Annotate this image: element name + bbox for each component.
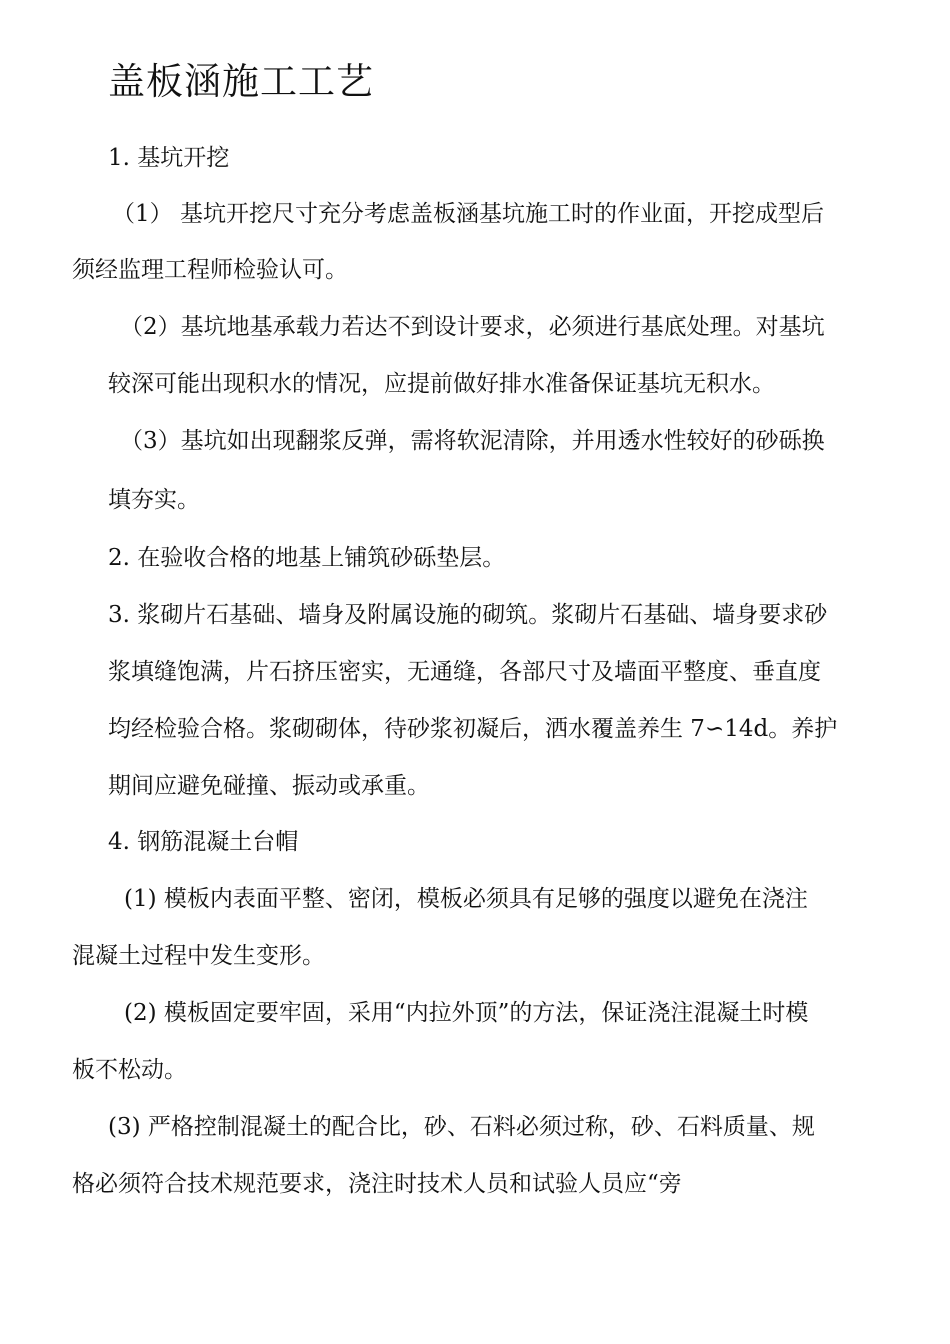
paragraph-line: 填夯实。 [108,487,200,513]
paragraph-line: 较深可能出现积水的情况，应提前做好排水准备保证基坑无积水。 [108,371,775,397]
paragraph-line: 浆填缝饱满，片石挤压密实，无通缝，各部尺寸及墙面平整度、垂直度 [108,659,821,685]
paragraph-line: 均经检验合格。浆砌砌体，待砂浆初凝后，洒水覆盖养生 7∽14d。养护 [108,716,838,742]
paragraph-line: 板不松动。 [72,1057,187,1083]
paragraph-line: (1) 模板内表面平整、密闭，模板必须具有足够的强度以避免在浇注 [124,886,808,912]
section-heading-4: 4. 钢筋混凝土台帽 [108,829,299,855]
paragraph-line: （1） 基坑开挖尺寸充分考虑盖板涵基坑施工时的作业面，开挖成型后 [112,201,824,227]
paragraph-line: 须经监理工程师检验认可。 [72,257,348,283]
paragraph-line: 混凝土过程中发生变形。 [72,943,325,969]
paragraph-line: (2) 模板固定要牢固，采用“内拉外顶”的方法，保证浇注混凝土时模 [124,1000,809,1026]
section-heading-2: 2. 在验收合格的地基上铺筑砂砾垫层。 [108,545,506,571]
section-heading-1: 1. 基坑开挖 [108,145,230,171]
paragraph-line: 期间应避免碰撞、振动或承重。 [108,773,430,799]
paragraph-line: （3）基坑如出现翻浆反弹，需将软泥清除，并用透水性较好的砂砾换 [120,428,825,454]
paragraph-line: 格必须符合技术规范要求，浇注时技术人员和试验人员应“旁 [72,1171,682,1197]
paragraph-line: （2）基坑地基承载力若达不到设计要求，必须进行基底处理。对基坑 [120,314,825,340]
document-title: 盖板涵施工工艺 [108,60,374,103]
paragraph-line: (3) 严格控制混凝土的配合比，砂、石料必须过称，砂、石料质量、规 [108,1114,815,1140]
section-heading-3: 3. 浆砌片石基础、墙身及附属设施的砌筑。浆砌片石基础、墙身要求砂 [108,602,828,628]
